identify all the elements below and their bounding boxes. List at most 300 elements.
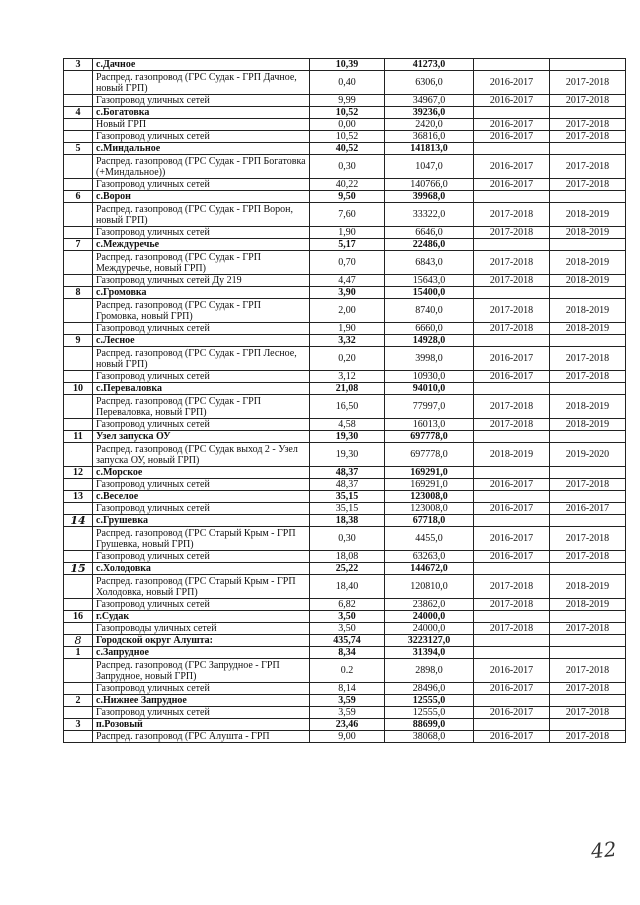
row-design-period xyxy=(474,719,550,731)
row-design-period: 2016-2017 xyxy=(474,707,550,719)
row-number xyxy=(64,371,93,383)
settlement-row xyxy=(64,467,626,479)
row-number xyxy=(64,95,93,107)
row-length: 0.2 xyxy=(310,659,385,683)
row-length: 19,30 xyxy=(310,443,385,467)
row-name: Городской округ Алушта: xyxy=(93,635,310,647)
row-length: 1,90 xyxy=(310,323,385,335)
row-length: 5,17 xyxy=(310,239,385,251)
settlement-row xyxy=(64,431,626,443)
table-row xyxy=(64,119,626,131)
table-row xyxy=(64,179,626,191)
row-design-period: 2016-2017 xyxy=(474,683,550,695)
row-number: 10 xyxy=(64,383,93,395)
row-build-period xyxy=(550,515,626,527)
row-design-period xyxy=(474,695,550,707)
row-design-period: 2017-2018 xyxy=(474,599,550,611)
table-row xyxy=(64,203,626,227)
row-cost: 120810,0 xyxy=(385,575,474,599)
row-length: 18,40 xyxy=(310,575,385,599)
row-number xyxy=(64,299,93,323)
row-length: 8,34 xyxy=(310,647,385,659)
table-row xyxy=(64,155,626,179)
row-name: Распред. газопровод (ГРС Запрудное - ГРП Запрудное, новый ГРП) xyxy=(93,659,310,683)
table-row xyxy=(64,503,626,515)
row-design-period: 2016-2017 xyxy=(474,119,550,131)
row-number xyxy=(64,479,93,491)
row-cost: 4455,0 xyxy=(385,527,474,551)
row-name: Газопровод уличных сетей xyxy=(93,131,310,143)
district-row xyxy=(64,635,626,647)
row-number: 8 xyxy=(64,287,93,299)
row-cost: 169291,0 xyxy=(385,467,474,479)
row-length: 25,22 xyxy=(310,563,385,575)
row-name: Газопровод уличных сетей xyxy=(93,227,310,239)
row-length: 3,59 xyxy=(310,707,385,719)
row-length: 7,60 xyxy=(310,203,385,227)
row-design-period: 2016-2017 xyxy=(474,71,550,95)
row-design-period: 2017-2018 xyxy=(474,575,550,599)
row-build-period: 2018-2019 xyxy=(550,575,626,599)
row-cost: 39236,0 xyxy=(385,107,474,119)
row-length: 9,00 xyxy=(310,731,385,743)
table-row xyxy=(64,731,626,743)
row-cost: 1047,0 xyxy=(385,155,474,179)
row-build-period: 2018-2019 xyxy=(550,227,626,239)
row-design-period: 2016-2017 xyxy=(474,95,550,107)
row-build-period: 2019-2020 xyxy=(550,443,626,467)
settlement-row xyxy=(64,107,626,119)
row-cost: 144672,0 xyxy=(385,563,474,575)
row-number xyxy=(64,119,93,131)
table-row xyxy=(64,683,626,695)
row-name: Газопроводы уличных сетей xyxy=(93,623,310,635)
row-build-period: 2017-2018 xyxy=(550,131,626,143)
row-name: Газопровод уличных сетей xyxy=(93,419,310,431)
settlement-row xyxy=(64,695,626,707)
row-name: Новый ГРП xyxy=(93,119,310,131)
table-row xyxy=(64,443,626,467)
row-build-period: 2018-2019 xyxy=(550,323,626,335)
settlement-row xyxy=(64,515,626,527)
row-design-period xyxy=(474,191,550,203)
row-design-period: 2017-2018 xyxy=(474,299,550,323)
row-name: Распред. газопровод (ГРС Судак - ГРП Переваловка, новый ГРП) xyxy=(93,395,310,419)
row-name: Распред. газопровод (ГРС Старый Крым - ГРП Грушевка, новый ГРП) xyxy=(93,527,310,551)
row-length: 0,70 xyxy=(310,251,385,275)
row-build-period: 2017-2018 xyxy=(550,119,626,131)
row-length: 3,90 xyxy=(310,287,385,299)
row-cost: 63263,0 xyxy=(385,551,474,563)
table-row xyxy=(64,599,626,611)
row-length: 35,15 xyxy=(310,503,385,515)
row-name: с.Междуречье xyxy=(93,239,310,251)
row-design-period xyxy=(474,563,550,575)
row-build-period xyxy=(550,611,626,623)
row-number: 2 xyxy=(64,695,93,707)
row-length: 3,32 xyxy=(310,335,385,347)
row-number xyxy=(64,323,93,335)
row-name: Газопровод уличных сетей xyxy=(93,179,310,191)
settlement-row xyxy=(64,611,626,623)
row-design-period xyxy=(474,647,550,659)
row-build-period: 2018-2019 xyxy=(550,299,626,323)
row-number xyxy=(64,251,93,275)
row-number xyxy=(64,659,93,683)
row-build-period: 2017-2018 xyxy=(550,731,626,743)
row-cost: 88699,0 xyxy=(385,719,474,731)
row-length: 40,52 xyxy=(310,143,385,155)
table-row xyxy=(64,479,626,491)
row-cost: 12555,0 xyxy=(385,695,474,707)
row-name: с.Громовка xyxy=(93,287,310,299)
row-cost: 123008,0 xyxy=(385,503,474,515)
row-length: 4,58 xyxy=(310,419,385,431)
table-row xyxy=(64,623,626,635)
row-build-period: 2017-2018 xyxy=(550,479,626,491)
row-design-period xyxy=(474,143,550,155)
row-name: Распред. газопровод (ГРС Старый Крым - ГРП Холодовка, новый ГРП) xyxy=(93,575,310,599)
row-length: 2,00 xyxy=(310,299,385,323)
row-cost: 33322,0 xyxy=(385,203,474,227)
row-length: 18,08 xyxy=(310,551,385,563)
row-design-period xyxy=(474,515,550,527)
row-length: 10,52 xyxy=(310,131,385,143)
row-design-period: 2016-2017 xyxy=(474,155,550,179)
row-name: Газопровод уличных сетей xyxy=(93,479,310,491)
row-cost: 2420,0 xyxy=(385,119,474,131)
row-number xyxy=(64,395,93,419)
row-number: 8 xyxy=(64,635,93,647)
row-build-period: 2018-2019 xyxy=(550,251,626,275)
row-build-period xyxy=(550,287,626,299)
row-build-period xyxy=(550,383,626,395)
row-name: Распред. газопровод (ГРС Судак - ГРП Лесное, новый ГРП) xyxy=(93,347,310,371)
row-build-period xyxy=(550,467,626,479)
row-design-period: 2017-2018 xyxy=(474,395,550,419)
row-name: с.Лесное xyxy=(93,335,310,347)
row-number: 11 xyxy=(64,431,93,443)
row-cost: 34967,0 xyxy=(385,95,474,107)
row-cost: 94010,0 xyxy=(385,383,474,395)
row-design-period: 2016-2017 xyxy=(474,371,550,383)
row-length: 18,38 xyxy=(310,515,385,527)
settlement-row xyxy=(64,335,626,347)
row-build-period: 2017-2018 xyxy=(550,623,626,635)
row-name: г.Судак xyxy=(93,611,310,623)
row-cost: 41273,0 xyxy=(385,59,474,71)
row-number xyxy=(64,599,93,611)
row-length: 9,50 xyxy=(310,191,385,203)
row-design-period xyxy=(474,59,550,71)
row-name: Газопровод уличных сетей xyxy=(93,599,310,611)
row-number xyxy=(64,131,93,143)
row-name: с.Грушевка xyxy=(93,515,310,527)
row-build-period xyxy=(550,647,626,659)
row-build-period: 2017-2018 xyxy=(550,155,626,179)
row-cost: 67718,0 xyxy=(385,515,474,527)
row-name: с.Дачное xyxy=(93,59,310,71)
row-number: 4 xyxy=(64,107,93,119)
row-name: с.Переваловка xyxy=(93,383,310,395)
row-number xyxy=(64,503,93,515)
row-name: Распред. газопровод (ГРС Алушта - ГРП xyxy=(93,731,310,743)
row-number xyxy=(64,203,93,227)
row-build-period: 2017-2018 xyxy=(550,707,626,719)
row-cost: 31394,0 xyxy=(385,647,474,659)
row-build-period: 2016-2017 xyxy=(550,503,626,515)
row-design-period xyxy=(474,491,550,503)
row-cost: 24000,0 xyxy=(385,623,474,635)
row-design-period xyxy=(474,431,550,443)
table-row xyxy=(64,395,626,419)
row-name: Распред. газопровод (ГРС Судак - ГРП Дачное, новый ГРП) xyxy=(93,71,310,95)
row-name: Распред. газопровод (ГРС Судак - ГРП Ворон, новый ГРП) xyxy=(93,203,310,227)
row-length: 48,37 xyxy=(310,467,385,479)
row-cost: 38068,0 xyxy=(385,731,474,743)
row-build-period xyxy=(550,719,626,731)
row-number xyxy=(64,179,93,191)
row-build-period: 2017-2018 xyxy=(550,659,626,683)
table-row xyxy=(64,551,626,563)
row-number xyxy=(64,347,93,371)
row-name: с.Веселое xyxy=(93,491,310,503)
row-length: 1,90 xyxy=(310,227,385,239)
settlement-row xyxy=(64,287,626,299)
row-number xyxy=(64,275,93,287)
row-name: Газопровод уличных сетей xyxy=(93,503,310,515)
row-name: Газопровод уличных сетей xyxy=(93,371,310,383)
table-row xyxy=(64,275,626,287)
table-row xyxy=(64,95,626,107)
table-row xyxy=(64,419,626,431)
table-row xyxy=(64,527,626,551)
row-name: с.Запрудное xyxy=(93,647,310,659)
row-build-period: 2018-2019 xyxy=(550,419,626,431)
row-number xyxy=(64,527,93,551)
row-cost: 14928,0 xyxy=(385,335,474,347)
row-build-period: 2017-2018 xyxy=(550,179,626,191)
row-length: 6,82 xyxy=(310,599,385,611)
row-name: Распред. газопровод (ГРС Судак - ГРП Громовка, новый ГРП) xyxy=(93,299,310,323)
settlement-row xyxy=(64,491,626,503)
table-row xyxy=(64,131,626,143)
row-build-period xyxy=(550,431,626,443)
row-name: с.Богатовка xyxy=(93,107,310,119)
settlement-row xyxy=(64,143,626,155)
row-name: Газопровод уличных сетей xyxy=(93,95,310,107)
row-cost: 3223127,0 xyxy=(385,635,474,647)
row-name: Газопровод уличных сетей xyxy=(93,323,310,335)
row-length: 40,22 xyxy=(310,179,385,191)
row-name: с.Миндальное xyxy=(93,143,310,155)
row-length: 19,30 xyxy=(310,431,385,443)
row-cost: 169291,0 xyxy=(385,479,474,491)
row-number xyxy=(64,443,93,467)
row-number: 1 xyxy=(64,647,93,659)
row-design-period xyxy=(474,107,550,119)
row-design-period: 2016-2017 xyxy=(474,731,550,743)
row-build-period: 2017-2018 xyxy=(550,371,626,383)
row-build-period: 2017-2018 xyxy=(550,527,626,551)
row-cost: 141813,0 xyxy=(385,143,474,155)
settlement-row xyxy=(64,647,626,659)
row-build-period: 2018-2019 xyxy=(550,203,626,227)
row-length: 0,20 xyxy=(310,347,385,371)
row-design-period: 2017-2018 xyxy=(474,251,550,275)
row-length: 0,30 xyxy=(310,155,385,179)
row-number: 9 xyxy=(64,335,93,347)
row-build-period xyxy=(550,695,626,707)
table-row xyxy=(64,575,626,599)
row-length: 435,74 xyxy=(310,635,385,647)
row-length: 23,46 xyxy=(310,719,385,731)
row-name: Распред. газопровод (ГРС Судак - ГРП Богатовка (+Миндальное)) xyxy=(93,155,310,179)
settlement-row xyxy=(64,563,626,575)
row-number: 3 xyxy=(64,59,93,71)
row-name: п.Розовый xyxy=(93,719,310,731)
row-design-period xyxy=(474,635,550,647)
row-design-period: 2016-2017 xyxy=(474,659,550,683)
row-build-period xyxy=(550,191,626,203)
row-design-period xyxy=(474,287,550,299)
table-row xyxy=(64,227,626,239)
table-row xyxy=(64,707,626,719)
row-build-period xyxy=(550,491,626,503)
row-design-period: 2018-2019 xyxy=(474,443,550,467)
row-length: 10,39 xyxy=(310,59,385,71)
row-cost: 28496,0 xyxy=(385,683,474,695)
settlement-row xyxy=(64,59,626,71)
row-design-period: 2016-2017 xyxy=(474,131,550,143)
row-length: 21,08 xyxy=(310,383,385,395)
row-name: Газопровод уличных сетей xyxy=(93,683,310,695)
row-length: 0,00 xyxy=(310,119,385,131)
row-number xyxy=(64,155,93,179)
row-length: 10,52 xyxy=(310,107,385,119)
row-build-period xyxy=(550,143,626,155)
row-cost: 15400,0 xyxy=(385,287,474,299)
row-cost: 3998,0 xyxy=(385,347,474,371)
row-design-period: 2016-2017 xyxy=(474,179,550,191)
row-build-period xyxy=(550,635,626,647)
row-cost: 140766,0 xyxy=(385,179,474,191)
row-build-period xyxy=(550,107,626,119)
row-number: 12 xyxy=(64,467,93,479)
row-design-period: 2017-2018 xyxy=(474,623,550,635)
settlement-row xyxy=(64,383,626,395)
row-cost: 36816,0 xyxy=(385,131,474,143)
row-number: 15 xyxy=(64,563,93,575)
table-row xyxy=(64,251,626,275)
row-length: 0,30 xyxy=(310,527,385,551)
row-name: Газопровод уличных сетей xyxy=(93,707,310,719)
table-row xyxy=(64,323,626,335)
row-length: 48,37 xyxy=(310,479,385,491)
row-build-period: 2018-2019 xyxy=(550,395,626,419)
row-name: Распред. газопровод (ГРС Судак выход 2 - Узел запуска ОУ, новый ГРП) xyxy=(93,443,310,467)
row-design-period: 2017-2018 xyxy=(474,227,550,239)
row-name: Распред. газопровод (ГРС Судак - ГРП Междуречье, новый ГРП) xyxy=(93,251,310,275)
table-row xyxy=(64,659,626,683)
row-number xyxy=(64,623,93,635)
row-cost: 6306,0 xyxy=(385,71,474,95)
row-number xyxy=(64,575,93,599)
row-number: 14 xyxy=(64,515,93,527)
row-number: 13 xyxy=(64,491,93,503)
row-number: 3 xyxy=(64,719,93,731)
row-name: с.Морское xyxy=(93,467,310,479)
row-design-period: 2016-2017 xyxy=(474,527,550,551)
table-row xyxy=(64,299,626,323)
row-length: 3,59 xyxy=(310,695,385,707)
row-number xyxy=(64,707,93,719)
row-design-period xyxy=(474,239,550,251)
gas-pipeline-table xyxy=(63,58,626,743)
row-cost: 39968,0 xyxy=(385,191,474,203)
row-design-period: 2017-2018 xyxy=(474,203,550,227)
table-row xyxy=(64,71,626,95)
row-design-period: 2016-2017 xyxy=(474,503,550,515)
row-build-period xyxy=(550,563,626,575)
row-length: 3,50 xyxy=(310,611,385,623)
row-build-period xyxy=(550,59,626,71)
row-design-period: 2016-2017 xyxy=(474,551,550,563)
row-number xyxy=(64,227,93,239)
row-length: 35,15 xyxy=(310,491,385,503)
row-name: Узел запуска ОУ xyxy=(93,431,310,443)
table-row xyxy=(64,347,626,371)
row-cost: 6646,0 xyxy=(385,227,474,239)
row-number: 7 xyxy=(64,239,93,251)
row-number: 16 xyxy=(64,611,93,623)
row-length: 3,12 xyxy=(310,371,385,383)
row-build-period xyxy=(550,335,626,347)
row-name: с.Ворон xyxy=(93,191,310,203)
row-design-period: 2017-2018 xyxy=(474,419,550,431)
row-build-period: 2017-2018 xyxy=(550,71,626,95)
row-number: 6 xyxy=(64,191,93,203)
row-cost: 24000,0 xyxy=(385,611,474,623)
row-number xyxy=(64,71,93,95)
row-build-period: 2018-2019 xyxy=(550,599,626,611)
row-design-period: 2016-2017 xyxy=(474,479,550,491)
row-build-period: 2017-2018 xyxy=(550,683,626,695)
row-cost: 697778,0 xyxy=(385,443,474,467)
row-design-period xyxy=(474,383,550,395)
row-design-period: 2017-2018 xyxy=(474,275,550,287)
row-design-period: 2016-2017 xyxy=(474,347,550,371)
row-length: 4,47 xyxy=(310,275,385,287)
page-number: 42 xyxy=(589,836,618,864)
row-name: с.Нижнее Запрудное xyxy=(93,695,310,707)
row-cost: 10930,0 xyxy=(385,371,474,383)
settlement-row xyxy=(64,239,626,251)
row-cost: 6843,0 xyxy=(385,251,474,275)
table-body xyxy=(64,59,626,743)
row-number xyxy=(64,551,93,563)
row-cost: 16013,0 xyxy=(385,419,474,431)
row-number: 5 xyxy=(64,143,93,155)
row-cost: 23862,0 xyxy=(385,599,474,611)
row-length: 3,50 xyxy=(310,623,385,635)
row-cost: 77997,0 xyxy=(385,395,474,419)
row-length: 8,14 xyxy=(310,683,385,695)
row-build-period xyxy=(550,239,626,251)
row-cost: 12555,0 xyxy=(385,707,474,719)
row-design-period xyxy=(474,335,550,347)
row-design-period xyxy=(474,467,550,479)
